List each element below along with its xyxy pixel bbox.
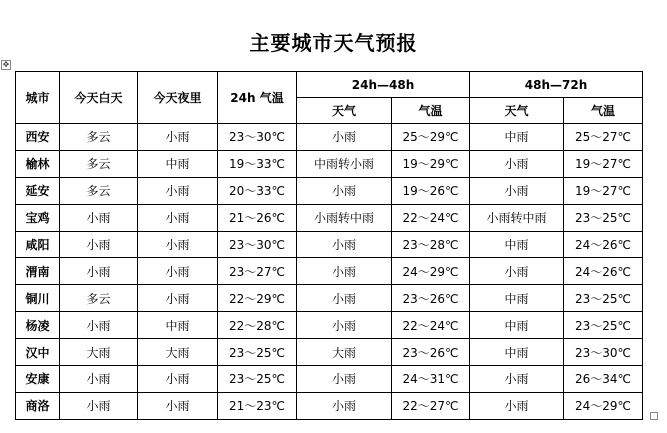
header-temp-48: 气温 <box>392 98 470 124</box>
temp-24h-cell: 21～23℃ <box>218 392 297 419</box>
weather-48-cell: 小雨 <box>297 366 392 393</box>
header-group-24-48: 24h—48h <box>297 72 470 98</box>
weather-48-cell: 小雨 <box>297 177 392 204</box>
city-cell: 杨凌 <box>16 312 60 339</box>
city-cell: 榆林 <box>16 150 60 177</box>
temp-24h-cell: 22～28℃ <box>218 312 297 339</box>
weather-72-cell: 小雨 <box>470 392 564 419</box>
today-night-cell: 中雨 <box>138 150 218 177</box>
temp-72-cell: 23～25℃ <box>564 204 643 231</box>
header-row-top <box>16 72 643 98</box>
temp-48-cell: 24～29℃ <box>392 258 470 285</box>
temp-48-cell: 23～26℃ <box>392 285 470 312</box>
weather-48-cell: 小雨 <box>297 285 392 312</box>
header-today-day: 今天白天 <box>60 72 138 124</box>
temp-72-cell: 23～25℃ <box>564 285 643 312</box>
resize-square-icon[interactable] <box>650 412 658 420</box>
city-cell: 西安 <box>16 124 60 151</box>
weather-72-cell: 中雨 <box>470 339 564 366</box>
today-day-cell: 小雨 <box>60 392 138 419</box>
temp-24h-cell: 20～33℃ <box>218 177 297 204</box>
temp-72-cell: 23～30℃ <box>564 339 643 366</box>
city-cell: 延安 <box>16 177 60 204</box>
forecast-table <box>15 71 643 420</box>
weather-72-cell: 小雨 <box>470 366 564 393</box>
weather-72-cell: 中雨 <box>470 124 564 151</box>
temp-24h-cell: 23～25℃ <box>218 366 297 393</box>
today-night-cell: 小雨 <box>138 258 218 285</box>
header-weather-48: 天气 <box>297 98 392 124</box>
city-cell: 渭南 <box>16 258 60 285</box>
today-day-cell: 多云 <box>60 285 138 312</box>
today-day-cell: 小雨 <box>60 366 138 393</box>
temp-48-cell: 19～29℃ <box>392 150 470 177</box>
temp-72-cell: 19～27℃ <box>564 150 643 177</box>
city-cell: 咸阳 <box>16 231 60 258</box>
today-night-cell: 小雨 <box>138 231 218 258</box>
temp-48-cell: 22～24℃ <box>392 204 470 231</box>
city-cell: 安康 <box>16 366 60 393</box>
weather-48-cell: 小雨 <box>297 124 392 151</box>
temp-48-cell: 24～31℃ <box>392 366 470 393</box>
weather-72-cell: 小雨 <box>470 150 564 177</box>
today-day-cell: 多云 <box>60 150 138 177</box>
table-row <box>16 231 643 258</box>
city-cell: 汉中 <box>16 339 60 366</box>
header-temp-72: 气温 <box>564 98 643 124</box>
weather-48-cell: 小雨转中雨 <box>297 204 392 231</box>
temp-48-cell: 22～27℃ <box>392 392 470 419</box>
today-day-cell: 小雨 <box>60 231 138 258</box>
header-city: 城市 <box>16 72 60 124</box>
today-night-cell: 小雨 <box>138 285 218 312</box>
page-title: 主要城市天气预报 <box>249 31 418 55</box>
header-temp-24h: 24h 气温 <box>218 72 297 124</box>
weather-48-cell: 小雨 <box>297 392 392 419</box>
temp-24h-cell: 22～29℃ <box>218 285 297 312</box>
temp-72-cell: 24～29℃ <box>564 392 643 419</box>
temp-24h-cell: 23～30℃ <box>218 124 297 151</box>
weather-72-cell: 中雨 <box>470 312 564 339</box>
temp-24h-cell: 21～26℃ <box>218 204 297 231</box>
table-row <box>16 366 643 393</box>
table-row <box>16 285 643 312</box>
temp-72-cell: 26～34℃ <box>564 366 643 393</box>
weather-48-cell: 小雨 <box>297 258 392 285</box>
today-day-cell: 小雨 <box>60 312 138 339</box>
temp-24h-cell: 23～25℃ <box>218 339 297 366</box>
today-night-cell: 小雨 <box>138 204 218 231</box>
header-today-night: 今天夜里 <box>138 72 218 124</box>
weather-72-cell: 中雨 <box>470 285 564 312</box>
header-weather-72: 天气 <box>470 98 564 124</box>
today-day-cell: 大雨 <box>60 339 138 366</box>
city-cell: 商洛 <box>16 392 60 419</box>
weather-72-cell: 小雨 <box>470 258 564 285</box>
table-row <box>16 177 643 204</box>
temp-48-cell: 19～26℃ <box>392 177 470 204</box>
today-day-cell: 多云 <box>60 124 138 151</box>
today-night-cell: 小雨 <box>138 392 218 419</box>
temp-24h-cell: 23～30℃ <box>218 231 297 258</box>
weather-72-cell: 小雨 <box>470 177 564 204</box>
temp-48-cell: 25～29℃ <box>392 124 470 151</box>
today-night-cell: 大雨 <box>138 339 218 366</box>
temp-72-cell: 23～25℃ <box>564 312 643 339</box>
today-night-cell: 小雨 <box>138 177 218 204</box>
weather-72-cell: 小雨转中雨 <box>470 204 564 231</box>
temp-72-cell: 25～27℃ <box>564 124 643 151</box>
table-row <box>16 392 643 419</box>
today-night-cell: 小雨 <box>138 124 218 151</box>
today-night-cell: 小雨 <box>138 366 218 393</box>
table-row <box>16 204 643 231</box>
temp-48-cell: 22～24℃ <box>392 312 470 339</box>
weather-72-cell: 中雨 <box>470 231 564 258</box>
weather-48-cell: 小雨 <box>297 312 392 339</box>
temp-24h-cell: 23～27℃ <box>218 258 297 285</box>
temp-72-cell: 24～26℃ <box>564 258 643 285</box>
table-row <box>16 258 643 285</box>
today-night-cell: 中雨 <box>138 312 218 339</box>
table-row <box>16 150 643 177</box>
table-row <box>16 124 643 151</box>
city-cell: 铜川 <box>16 285 60 312</box>
header-group-48-72: 48h—72h <box>470 72 643 98</box>
move-cross-icon[interactable]: ✥ <box>2 60 10 69</box>
weather-48-cell: 大雨 <box>297 339 392 366</box>
temp-72-cell: 24～26℃ <box>564 231 643 258</box>
today-day-cell: 多云 <box>60 177 138 204</box>
temp-48-cell: 23～26℃ <box>392 339 470 366</box>
weather-48-cell: 小雨 <box>297 231 392 258</box>
city-cell: 宝鸡 <box>16 204 60 231</box>
table-row <box>16 312 643 339</box>
temp-24h-cell: 19～33℃ <box>218 150 297 177</box>
today-day-cell: 小雨 <box>60 258 138 285</box>
today-day-cell: 小雨 <box>60 204 138 231</box>
table-row <box>16 339 643 366</box>
temp-48-cell: 23～28℃ <box>392 231 470 258</box>
temp-72-cell: 19～27℃ <box>564 177 643 204</box>
weather-48-cell: 中雨转小雨 <box>297 150 392 177</box>
